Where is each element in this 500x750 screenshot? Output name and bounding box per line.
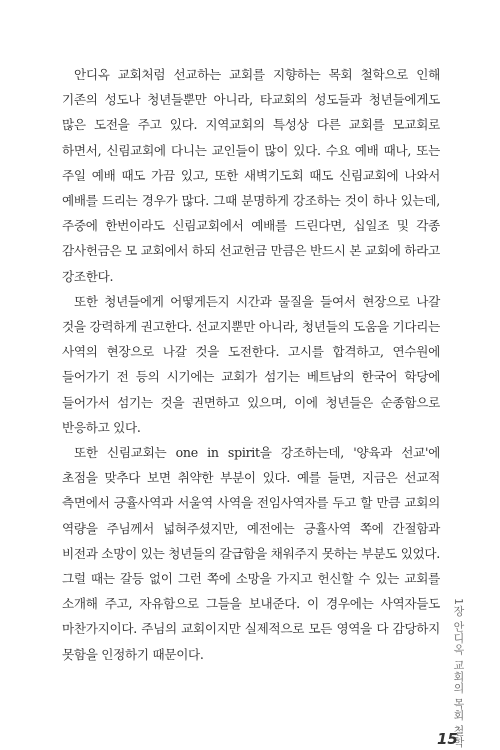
page-number: 15 <box>437 730 458 748</box>
paragraph-1: 안디옥 교회처럼 선교하는 교회를 지향하는 목회 철학으로 인해 기존의 성도나 청년들뿐만 아니라, 타교회의 성도들과 청년들에게도 많은 도전을 주고 있다. 지역교회의 특성상 다른 교회를 모교회로 하면서, 신림교회에 다니는 교인들이 많이 있다. 수요 예배 때나, 또는 주일 예배 때도 가끔 있고, 또한 새벽기도회 때도 신림교회에 나와서 예배를 드리는 경우가 많다. 그때 분명하게 강조하는 것이 하나 있는데, 주중에 한번이라도 신림교회에서 예배를 드린다면, 십일조 및 각종 감사헌금은 모 교회에서 하되 선교헌금 만큼은 반드시 본 교회에 하라고 강조한다. <box>62 67 440 284</box>
paragraph-2: 또한 청년들에게 어떻게든지 시간과 물질을 들여서 현장으로 나갈 것을 강력하게 권고한다. 선교지뿐만 아니라, 청년들의 도움을 기다리는 사역의 현장으로 나갈 것을 도전한다. 고시를 합격하고, 연수원에 들어가기 전 등의 시기에는 교회가 섬기는 베트남의 한국어 학당에 들어가서 섬기는 것을 권면하고 있으며, 이에 청년들은 순종함으로 반응하고 있다. <box>62 293 440 435</box>
chapter-side-label: 1장 안디옥 교회의 목회 철학 <box>452 598 465 748</box>
body-text <box>62 62 440 667</box>
paragraph-3: 또한 신림교회는 one in spirit을 강조하는데, '양육과 선교'에 초점을 맞추다 보면 취약한 부분이 있다. 예를 들면, 지금은 선교적 측면에서 긍휼사역과 서울역 사역을 전임사역자를 두고 할 만큼 교회의 역량을 주님께서 넓혀주셨지만, 예전에는 긍휼사역 쪽에 간절함과 비전과 소망이 있는 청년들의 갈급함을 채워주지 못하는 부분도 있었다. 그럴 때는 갈등 없이 그런 쪽에 소망을 가지고 헌신할 수 있는 교회를 소개해 주고, 자유함으로 그들을 보내준다. 이 경우에는 사역자들도 마찬가지이다. 주님의 교회이지만 실제적으로 모든 영역을 다 감당하지 못함을 인정하기 때문이다. <box>62 445 440 662</box>
